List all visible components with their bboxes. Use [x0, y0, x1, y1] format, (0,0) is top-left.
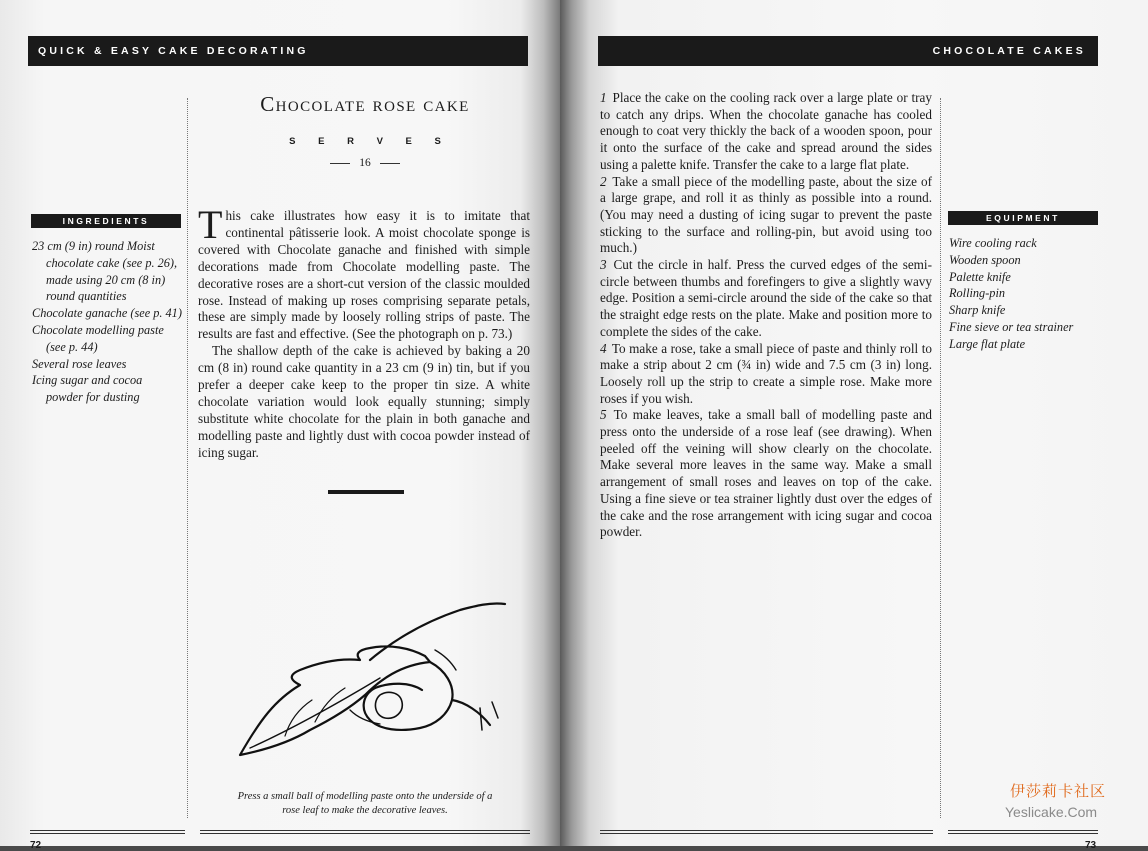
watermark-chinese: 伊莎莉卡社区: [1010, 782, 1107, 800]
method-step: [600, 257, 932, 341]
ingredient-item: Chocolate ganache (see p. 41): [32, 306, 182, 321]
ingredients-label: INGREDIENTS: [31, 214, 181, 228]
equipment-item: Sharp knife: [949, 303, 1006, 318]
step-number: 1: [600, 90, 607, 105]
intro-text: [198, 202, 530, 462]
equipment-list: [949, 235, 1099, 353]
step-text: Place the cake on the cooling rack over a large plate or tray to catch any drips. When the chocolate ganache has cooled enough to coat very thickly the back of a wooden spoon, pour it onto the surface of the cake and spread around the sides using a palette knife. Transfer the cake to a large flat plate.: [600, 90, 933, 172]
step-number: 5: [600, 407, 607, 423]
step-text: Cut the circle in half. Press the curved edges of the semi-circle between thumbs and forefingers to give a slightly wavy edge. Position a semi-circle around the side of the cake so that the straight edge rests on the plate. Make and position more to complete the sides of the cake.: [600, 257, 932, 339]
bottom-rule-right-b: [948, 830, 1098, 834]
serves-number: 16: [359, 157, 371, 169]
equipment-item: Fine sieve or tea strainer: [949, 319, 1074, 334]
column-divider-left: [187, 98, 188, 818]
ingredient-item: 23 cm (9 in) round Moist chocolate cake (see p. 26), made using 20 cm (8 in) round quantities: [32, 239, 178, 304]
intro-paragraph-1-text: his cake illustrates how easy it is to imitate that continental pâtisserie look. A moist chocolate sponge is covered with Chocolate ganache and finished with simple decorations made from Chocolate modelling paste. The decorative roses are a short-cut version of the classic moulded rose. Instead of making up roses comprising separate petals, these are simply made by loosely rolling strips of paste. The results are fast and effective. (See the photograph on p. 73.): [198, 208, 530, 342]
method-step: [600, 90, 932, 174]
ingredients-list: [32, 238, 182, 406]
equipment-item: Rolling-pin: [949, 286, 1006, 301]
running-head-left: QUICK & EASY CAKE DECORATING: [28, 36, 528, 66]
running-head-right: CHOCOLATE CAKES: [598, 36, 1098, 66]
step-text: To make a rose, take a small piece of paste and thinly roll to make a strip about 2 cm (¾ in) wide and 7.5 cm (3 in) long. Loosely roll up the strip to create a simple rose. Make more roses if you wish.: [600, 340, 933, 406]
method-step: [600, 407, 932, 541]
equipment-item: Wooden spoon: [949, 252, 1021, 267]
step-number: 4: [600, 340, 607, 356]
step-number: 3: [600, 257, 607, 273]
drop-cap: T: [198, 202, 223, 247]
equipment-item: Palette knife: [949, 269, 1011, 284]
ingredient-item: Several rose leaves: [32, 356, 127, 371]
step-text: To make leaves, take a small ball of modelling paste and press onto the underside of a rose leaf (see drawing). When peeled off the veining will show clearly on the chocolate. Make several more leaves in the same way. Make a small arrangement of small roses and leaves on top of the cake. Using a fine sieve or tea strainer lightly dust over the edges of the cake and the rose arrangement with icing sugar and cocoa powder.: [600, 407, 933, 540]
method-step: [600, 341, 932, 408]
serves-number-row: [190, 157, 540, 169]
equipment-label: EQUIPMENT: [948, 211, 1098, 225]
page-number-right: 73: [1085, 840, 1097, 851]
page-number-left: 72: [30, 840, 42, 851]
section-rule: [328, 490, 404, 494]
bottom-rule-right-a: [600, 830, 933, 834]
equipment-item: Large flat plate: [949, 336, 1026, 351]
ingredient-item: Icing sugar and cocoa powder for dusting: [32, 373, 143, 405]
intro-paragraph-2: The shallow depth of the cake is achieved by baking a 20 cm (8 in) round cake quantity in a 23 cm (9 in) tin, but if you prefer a deeper cake keep to the proper tin size. A white chocolate variation would look equally stunning; simply substitute white chocolate for the plain in both ganache and modelling paste and lightly dust with cocoa powder instead of icing sugar.: [198, 343, 530, 460]
step-number: 2: [600, 173, 607, 189]
recipe-title: Chocolate rose cake: [260, 92, 470, 116]
illustration-caption: Press a small ball of modelling paste onto the underside of a rose leaf to make the decorative leaves.: [237, 791, 493, 816]
serves-label: S E R V E S: [289, 136, 451, 147]
ingredient-item: Chocolate modelling paste (see p. 44): [32, 322, 164, 354]
watermark-latin: Yeslicake.Com: [1005, 804, 1098, 820]
equipment-item: Wire cooling rack: [949, 236, 1037, 250]
method-step: [600, 174, 932, 258]
dash-right: [380, 163, 400, 164]
bottom-rule-left-a: [30, 830, 185, 834]
intro-paragraph-1: [198, 202, 530, 343]
dash-left: [330, 163, 350, 164]
column-divider-right: [940, 98, 941, 818]
bottom-rule-left-b: [200, 830, 530, 834]
hand-pressing-leaf-icon: [230, 590, 530, 790]
step-text: Take a small piece of the modelling paste, about the size of a large grape, and roll it as thinly as possible into a round. (You may need a dusting of icing sugar to prevent the paste sticking to the surface and rolling-pin, but avoid using too much.): [600, 173, 933, 256]
method-steps: [600, 90, 932, 541]
